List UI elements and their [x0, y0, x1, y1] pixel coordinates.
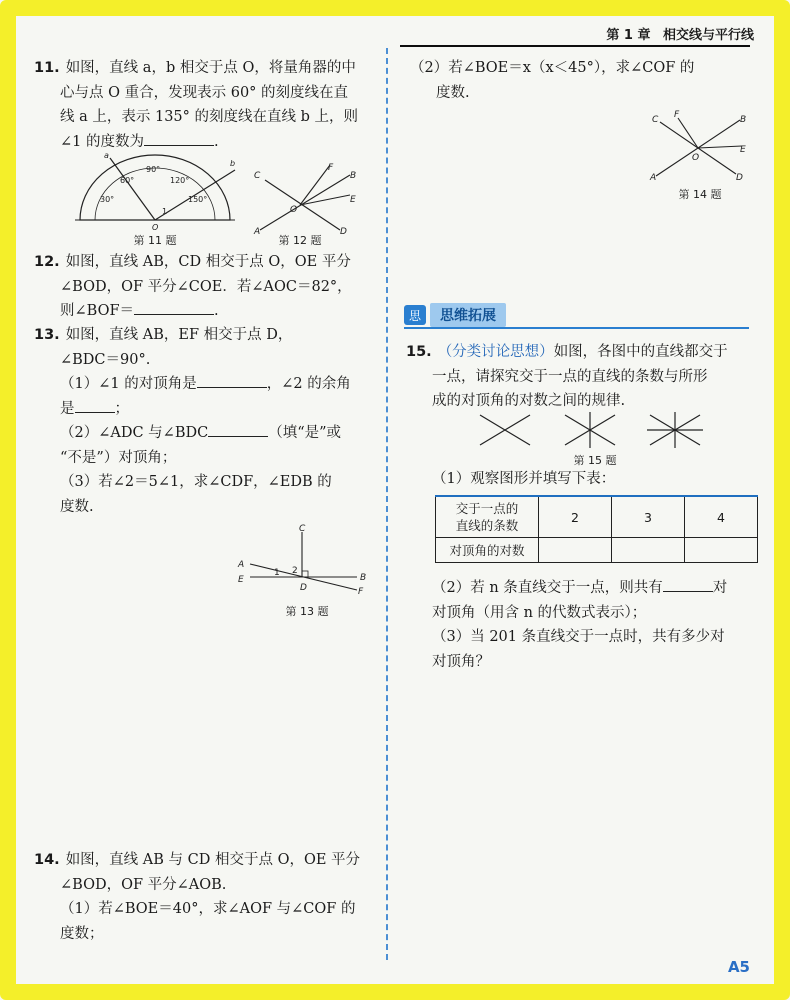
q11-number: 11.: [34, 60, 60, 76]
fig11-tick: 30°: [100, 195, 115, 204]
q11-line: 心与点 O 重合，发现表示 60° 的刻度线在直: [60, 84, 349, 101]
answer-blank[interactable]: [663, 577, 713, 592]
answer-blank[interactable]: [75, 398, 115, 413]
fig13-label: E: [238, 575, 244, 585]
q11-period: .: [213, 133, 219, 150]
table-answer-cell[interactable]: [539, 538, 612, 563]
fig13-label: 1: [274, 568, 280, 578]
fig12-label: O: [290, 205, 298, 215]
table-label: 交于一点的: [455, 501, 519, 516]
answer-blank[interactable]: [144, 131, 214, 146]
fig11-label: O: [152, 223, 159, 230]
q13-part3: 度数.: [60, 498, 94, 515]
figure-13: [232, 522, 372, 597]
q15-part2: （2）若 n 条直线交于一点，则共有: [432, 580, 663, 596]
q12-line: 则∠BOF＝: [60, 303, 135, 319]
fig13-label: F: [358, 587, 364, 597]
table-header-cell: 对顶角的对数: [436, 538, 539, 563]
chapter-label: 第 1 章: [606, 28, 651, 43]
fig12-label: C: [254, 171, 261, 181]
fig14-label: D: [736, 173, 743, 182]
fig13-label: 2: [292, 566, 298, 576]
q13-part3: （3）若∠2＝5∠1，求∠CDF，∠EDB 的: [60, 474, 332, 490]
table-answer-cell[interactable]: [685, 538, 758, 563]
q15-part3: （3）当 201 条直线交于一点时，共有多少对: [432, 629, 725, 645]
fig12-label: A: [254, 227, 261, 235]
q14-line: ∠BOD，OF 平分∠AOB.: [60, 876, 227, 893]
table-header-cell: [436, 496, 539, 538]
fig11-label: a: [104, 151, 109, 160]
q14-number: 14.: [34, 852, 60, 868]
q15-part1-text: （1）观察图形并填写下表：: [432, 471, 616, 487]
q15-line: 一点，请探究交于一点的直线的条数与所形: [432, 368, 708, 385]
fig13-label: D: [300, 583, 307, 593]
fig11-label: b: [230, 159, 236, 168]
table-row: [436, 538, 758, 563]
question-15: [406, 340, 751, 414]
fig13-label: B: [360, 573, 367, 583]
q15-part2: 对顶角（用含 n 的代数式表示）；: [432, 604, 647, 621]
q14-part1: 度数；: [60, 925, 104, 942]
fig14-label: E: [740, 145, 746, 155]
question-14-part2: [410, 56, 750, 105]
table-cell: 2: [539, 496, 612, 538]
figure-15: [475, 410, 715, 450]
fig13-label: C: [299, 524, 306, 534]
header-rule: [400, 45, 750, 47]
q14-part2-line: （2）若∠BOE＝x（x＜45°），求∠COF 的: [410, 60, 695, 76]
q13-part1: 是: [60, 400, 75, 417]
question-11: [34, 56, 374, 154]
q13-part1: （1）∠1 的对顶角是: [60, 376, 197, 392]
answer-blank[interactable]: [208, 422, 268, 437]
figure-12: [250, 160, 360, 235]
fig12-label: E: [350, 195, 356, 205]
table-answer-cell[interactable]: [612, 538, 685, 563]
q11-line: ∠1 的度数为: [60, 133, 144, 150]
fig14-label: C: [652, 115, 659, 125]
q15-part3: 对顶角？: [432, 653, 490, 670]
question-12: [34, 250, 374, 324]
section-icon: 思: [404, 305, 426, 325]
q13-part1: ，∠2 的余角: [266, 376, 351, 392]
fig11-tick: 90°: [146, 165, 161, 174]
answer-blank[interactable]: [134, 300, 214, 315]
fig12-label: D: [340, 227, 347, 235]
figure-13-caption: 第 13 题: [285, 605, 329, 618]
table-label: 直线的条数: [455, 518, 519, 533]
q15-part2: 对: [712, 580, 728, 596]
q15-part1: [432, 467, 752, 492]
section-thinking-extension: [404, 303, 506, 327]
fig14-label: F: [674, 110, 680, 120]
section-title: 思维拓展: [430, 303, 506, 327]
table-cell: 4: [685, 496, 758, 538]
q14-part1: （1）若∠BOE＝40°，求∠AOF 与∠COF 的: [60, 901, 356, 917]
figure-14-caption: 第 14 题: [678, 188, 722, 201]
q15-line: 如图，各图中的直线都交于: [553, 344, 728, 360]
q13-line: ∠BDC＝90°.: [60, 351, 151, 368]
question-14: [34, 848, 374, 946]
q13-part1: ；: [114, 400, 129, 417]
q15-number: 15.: [406, 344, 432, 360]
fig14-label: B: [740, 115, 747, 125]
q15-tag: （分类讨论思想）: [437, 344, 554, 360]
q11-line: 如图，直线 a，b 相交于点 O，将量角器的中: [65, 60, 356, 76]
q13-part2: “不是”）对顶角；: [60, 449, 177, 466]
fig14-label: A: [650, 173, 657, 182]
figure-11-caption: 第 11 题: [133, 234, 177, 247]
column-divider: [386, 48, 388, 960]
q14-line: 如图，直线 AB 与 CD 相交于点 O，OE 平分: [65, 852, 361, 868]
question-13: [34, 323, 374, 519]
q13-line: 如图，直线 AB，EF 相交于点 D，: [65, 327, 293, 343]
q13-number: 13.: [34, 327, 60, 343]
fig14-label: O: [692, 153, 700, 163]
q12-line: 如图，直线 AB，CD 相交于点 O，OE 平分: [65, 254, 351, 270]
q14-part2-line: 度数.: [436, 84, 470, 101]
q15-table: [435, 495, 758, 563]
fig13-label: A: [238, 560, 245, 570]
figure-11-protractor: [70, 150, 240, 230]
q13-part2: （填“是”或: [268, 425, 342, 441]
section-rule: [404, 327, 749, 329]
answer-blank[interactable]: [197, 373, 267, 388]
page-number: A5: [727, 958, 750, 976]
fig12-label: F: [328, 163, 334, 173]
q13-part2: （2）∠ADC 与∠BDC: [60, 425, 209, 441]
table-row: [436, 496, 758, 538]
figure-12-caption: 第 12 题: [278, 234, 322, 247]
fig11-label: 1: [162, 207, 168, 216]
fig12-label: B: [350, 171, 357, 181]
figure-15-caption: 第 15 题: [573, 454, 617, 467]
figure-14: [648, 110, 748, 182]
q12-number: 12.: [34, 254, 60, 270]
running-header: [606, 24, 754, 43]
q12-line: ∠BOD，OF 平分∠COE．若∠AOC＝82°，: [60, 278, 352, 295]
chapter-title: 相交线与平行线: [662, 28, 754, 43]
q11-line: 线 a 上，表示 135° 的刻度线在直线 b 上，则: [60, 109, 359, 125]
q15-parts-2-3: [432, 576, 752, 674]
table-cell: 3: [612, 496, 685, 538]
fig11-tick: 150°: [188, 195, 208, 204]
q12-period: .: [214, 303, 219, 319]
fig11-tick: 120°: [170, 176, 190, 185]
fig11-tick: 60°: [120, 176, 135, 185]
q15-line: 成的对顶角的对数之间的规律.: [432, 393, 626, 409]
